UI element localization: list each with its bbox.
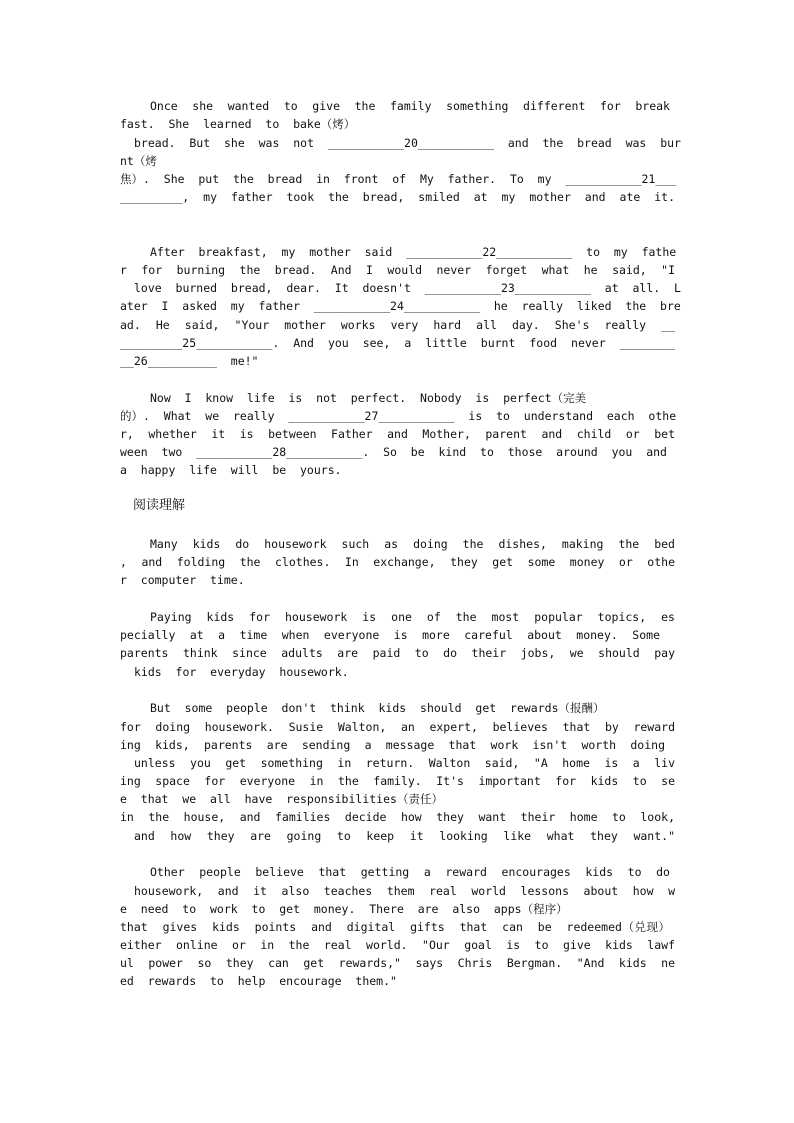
cloze-p2-line-2: r for burning the bread. And I would never forget what he said, "I [120,263,675,277]
reading-p4-line-4: that gives kids points and digital gifts that can be redeemed（兑现） [120,920,670,934]
reading-p3-line-1: But some people don't think kids should get rewards（报酬） [150,701,605,715]
cloze-p3-line-5: a happy life will be yours. [120,463,342,477]
reading-p1-line-1: Many kids do housework such as doing the dishes, making the bed [150,537,675,551]
reading-p2-line-2: pecially at a time when everyone is more careful about money. Some [120,628,660,642]
reading-p4-line-5: either online or in the real world. "Our goal is to give kids lawf [120,938,675,952]
reading-p1-line-3: r computer time. [120,573,245,587]
cloze-p3-line-3: r, whether it is between Father and Mother, parent and child or bet [120,427,675,441]
reading-p3-line-8: and how they are going to keep it looking like what they want." [134,829,675,843]
reading-p3-line-7: in the house, and families decide how they want their home to look, [120,810,675,824]
cloze-p2-line-5: ad. He said, "Your mother works very hard all day. She's really __ [120,318,675,332]
section-heading-reading: 阅读理解 [133,498,186,513]
cloze-p1-line-3: bread. But she was not ___________20___________ and the bread was bur [134,136,681,150]
cloze-p3-line-4: ween two ___________28___________. So be kind to those around you and [120,445,667,459]
cloze-p2-line-7: __26__________ me!" [120,354,259,368]
reading-p4-line-6: ul power so they can get rewards," says Chris Bergman. "And kids ne [120,956,675,970]
reading-p4-line-1: Other people believe that getting a reward encourages kids to do [150,865,670,879]
reading-p3-line-6: e that we all have responsibilities（责任） [120,792,443,806]
reading-p4-line-7: ed rewards to help encourage them." [120,974,397,988]
reading-p2-line-1: Paying kids for housework is one of the most popular topics, es [150,610,675,624]
cloze-p1-line-6: _________, my father took the bread, smiled at my mother and ate it. [120,190,675,204]
reading-p3-line-4: unless you get something in return. Walton said, "A home is a liv [134,756,675,770]
reading-p3-line-5: ing space for everyone in the family. It's important for kids to se [120,774,675,788]
reading-p2-line-3: parents think since adults are paid to do their jobs, we should pay [120,646,675,660]
cloze-p2-line-4: ater I asked my father ___________24___________ he really liked the bre [120,299,681,313]
cloze-p3-line-2: 的）. What we really ___________27___________ is to understand each othe [120,409,677,423]
reading-p3-line-3: ing kids, parents are sending a message that work isn't worth doing [120,738,665,752]
reading-p4-line-3: e need to work to get money. There are also apps（程序） [120,902,568,916]
cloze-p2-line-6: _________25___________. And you see, a little burnt food never ________ [120,336,675,350]
cloze-p1-line-2: fast. She learned to bake（烤） [120,117,356,131]
reading-p3-line-2: for doing housework. Susie Walton, an expert, believes that by reward [120,720,675,734]
cloze-p2-line-1: After breakfast, my mother said ___________22___________ to my fathe [150,245,677,259]
cloze-p1-line-5: 焦）. She put the bread in front of My father. To my ___________21___ [120,172,677,186]
reading-p1-line-2: , and folding the clothes. In exchange, they get some money or othe [120,555,675,569]
cloze-p1-line-1: Once she wanted to give the family something different for break [150,99,670,113]
reading-p2-line-4: kids for everyday housework. [134,665,349,679]
cloze-p2-line-3: love burned bread, dear. It doesn't ___________23___________ at all. L [134,281,681,295]
cloze-p3-line-1: Now I know life is not perfect. Nobody is perfect（完美 [150,391,587,405]
reading-p4-line-2: housework, and it also teaches them real world lessons about how w [134,884,675,898]
cloze-p1-line-4: nt（烤 [120,154,157,168]
